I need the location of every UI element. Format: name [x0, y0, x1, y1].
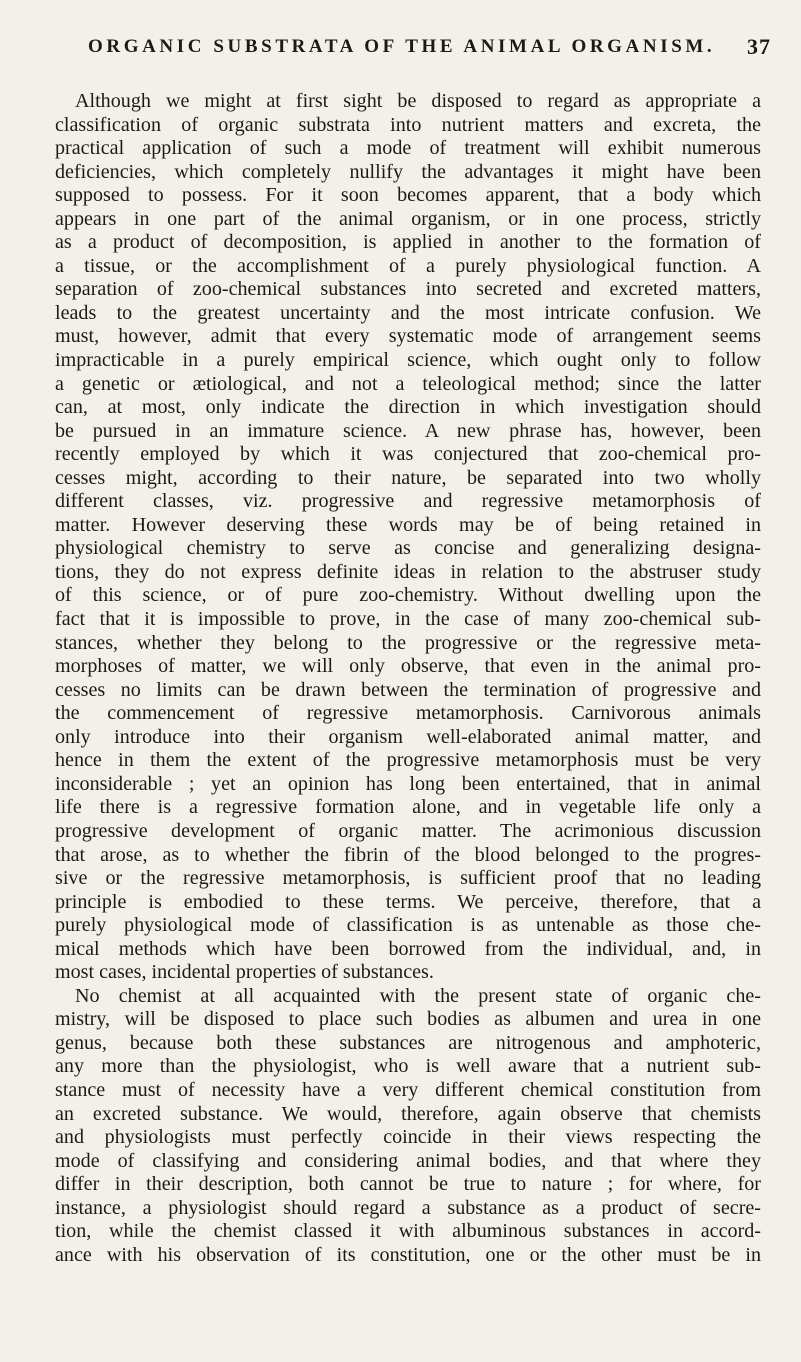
text-line: mode of classifying and considering animal bodies, and that where they: [55, 1149, 761, 1172]
text-line: morphoses of matter, we will only observe, that even in the animal pro-: [55, 655, 761, 678]
body-text: [55, 90, 761, 1267]
text-line: life there is a regressive formation alone, and in vegetable life only a: [55, 796, 761, 819]
text-line: leads to the greatest uncertainty and the most intricate confusion. We: [55, 301, 761, 324]
text-line: must, however, admit that every systematic mode of arrangement seems: [55, 325, 761, 348]
text-line: supposed to possess. For it soon becomes apparent, that a body which: [55, 184, 761, 207]
text-line: mistry, will be disposed to place such bodies as albumen and urea in one: [55, 1008, 761, 1031]
text-line: deficiencies, which completely nullify the advantages it might have been: [55, 160, 761, 183]
text-line: of this science, or of pure zoo-chemistry. Without dwelling upon the: [55, 584, 761, 607]
text-line: physiological chemistry to serve as concise and generalizing designa-: [55, 537, 761, 560]
text-line: tion, while the chemist classed it with albuminous substances in accord-: [55, 1220, 761, 1243]
text-line: sive or the regressive metamorphosis, is sufficient proof that no leading: [55, 867, 761, 890]
text-line: appears in one part of the animal organism, or in one process, strictly: [55, 207, 761, 230]
page-number: 37: [747, 34, 771, 59]
text-line: and physiologists must perfectly coincide in their views respecting the: [55, 1126, 761, 1149]
text-line: differ in their description, both cannot be true to nature ; for where, for: [55, 1173, 761, 1196]
text-line: only introduce into their organism well-elaborated animal matter, and: [55, 725, 761, 748]
text-line: cesses might, according to their nature, be separated into two wholly: [55, 466, 761, 489]
text-line: an excreted substance. We would, therefore, again observe that chemists: [55, 1102, 761, 1125]
text-line: different classes, viz. progressive and regressive metamorphosis of: [55, 490, 761, 513]
text-line: most cases, incidental properties of substances.: [55, 961, 434, 984]
text-line: a tissue, or the accomplishment of a purely physiological function. A: [55, 254, 761, 277]
text-line: purely physiological mode of classification is as untenable as those che-: [55, 914, 761, 937]
text-line: separation of zoo-chemical substances into secreted and excreted matters,: [55, 278, 761, 301]
text-line: as a product of decomposition, is applied in another to the formation of: [55, 231, 761, 254]
running-head: [0, 36, 801, 66]
text-line: fact that it is impossible to prove, in the case of many zoo-chemical sub-: [55, 608, 761, 631]
text-line: the commencement of regressive metamorphosis. Carnivorous animals: [55, 702, 761, 725]
text-line: classification of organic substrata into nutrient matters and excreta, the: [55, 113, 761, 136]
text-line: genus, because both these substances are nitrogenous and amphoteric,: [55, 1031, 761, 1054]
text-line: recently employed by which it was conjectured that zoo-chemical pro-: [55, 443, 761, 466]
text-line: a genetic or ætiological, and not a teleological method; since the latter: [55, 372, 761, 395]
text-line: practical application of such a mode of treatment will exhibit numerous: [55, 137, 761, 160]
text-line: tions, they do not express definite ideas in relation to the abstruser study: [55, 560, 761, 583]
text-line: stance must of necessity have a very different chemical constitution from: [55, 1078, 761, 1101]
text-line: hence in them the extent of the progressive metamorphosis must be very: [55, 749, 761, 772]
text-line: be pursued in an immature science. A new phrase has, however, been: [55, 419, 761, 442]
text-line: inconsiderable ; yet an opinion has long been entertained, that in animal: [55, 772, 761, 795]
text-line: can, at most, only indicate the direction in which investigation should: [55, 396, 761, 419]
text-line: Although we might at first sight be disposed to regard as appropriate a: [75, 90, 761, 112]
text-line: instance, a physiologist should regard a substance as a product of secre-: [55, 1196, 761, 1219]
text-line: cesses no limits can be drawn between the termination of progressive and: [55, 678, 761, 701]
text-line: No chemist at all acquainted with the present state of organic che-: [75, 984, 761, 1007]
text-line: ance with his observation of its constitution, one or the other must be in: [55, 1243, 761, 1266]
text-line: any more than the physiologist, who is well aware that a nutrient sub-: [55, 1055, 761, 1078]
text-line: mical methods which have been borrowed from the individual, and, in: [55, 937, 761, 960]
text-line: principle is embodied to these terms. We perceive, therefore, that a: [55, 890, 761, 913]
text-line: that arose, as to whether the fibrin of the blood belonged to the progres-: [55, 843, 761, 866]
running-head-title: ORGANIC SUBSTRATA OF THE ANIMAL ORGANISM.: [88, 36, 716, 57]
text-line: progressive development of organic matter. The acrimonious discussion: [55, 819, 761, 842]
text-line: stances, whether they belong to the progressive or the regressive meta-: [55, 631, 761, 654]
text-line: matter. However deserving these words may be of being retained in: [55, 513, 761, 536]
text-line: impracticable in a purely empirical science, which ought only to follow: [55, 349, 761, 372]
